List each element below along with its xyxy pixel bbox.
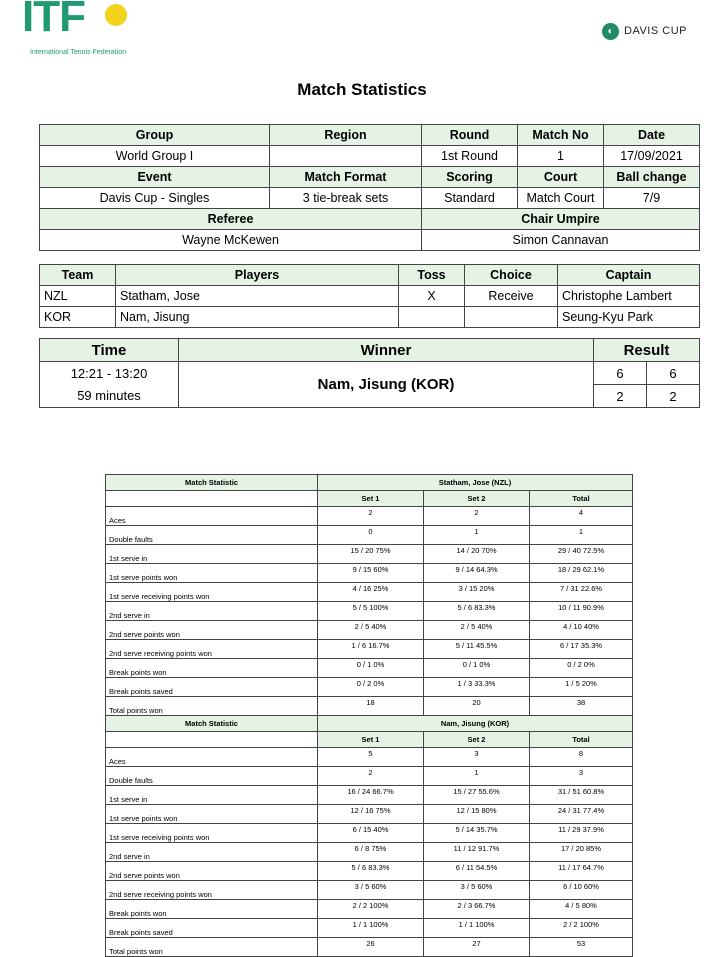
stats-player-name: Statham, Jose (NZL) <box>318 475 633 491</box>
stat-name-cell: Break points saved <box>106 919 318 938</box>
itf-logo-text: ITF <box>22 0 85 41</box>
player-row <box>40 286 700 307</box>
stats-blank-cell <box>106 491 318 507</box>
stat-value-cell: 5 / 11 45.5% <box>424 640 530 659</box>
match-time: 12:21 - 13:20 <box>40 362 179 385</box>
stats-row <box>106 697 633 716</box>
info-header-row-2 <box>40 167 700 188</box>
match-statistics-table <box>105 474 633 957</box>
stat-value-cell: 9 / 14 64.3% <box>424 564 530 583</box>
info-header-row-3 <box>40 209 700 230</box>
stat-value-cell: 10 / 11 90.9% <box>530 602 633 621</box>
match-info-table <box>39 124 700 251</box>
davis-cup-text: DAVIS CUP <box>624 25 687 37</box>
stat-value-cell: 4 / 10 40% <box>530 621 633 640</box>
stats-player-header-row <box>106 475 633 491</box>
stat-value-cell: 11 / 12 91.7% <box>424 843 530 862</box>
stat-name-cell: 1st serve receiving points won <box>106 824 318 843</box>
stat-value-cell: 6 / 8 75% <box>318 843 424 862</box>
info-value-row-2 <box>40 188 700 209</box>
players-header-cell: Toss <box>399 265 465 286</box>
stat-value-cell: 2 <box>318 507 424 526</box>
stat-value-cell: 9 / 15 60% <box>318 564 424 583</box>
stats-row <box>106 602 633 621</box>
stats-row <box>106 843 633 862</box>
stat-value-cell: 29 / 40 72.5% <box>530 545 633 564</box>
stat-name-cell: Aces <box>106 507 318 526</box>
stat-value-cell: 5 / 5 100% <box>318 602 424 621</box>
player-cell: Nam, Jisung <box>116 307 399 328</box>
stat-value-cell: 7 / 31 22.6% <box>530 583 633 602</box>
score-cell: 2 <box>647 385 700 408</box>
stat-name-cell: 2nd serve points won <box>106 862 318 881</box>
davis-cup-logo <box>602 22 687 40</box>
stat-value-cell: 0 / 2 0% <box>530 659 633 678</box>
stat-name-cell: 2nd serve in <box>106 843 318 862</box>
match-statistic-header: Match Statistic <box>106 475 318 491</box>
info-header-cell: Scoring <box>422 167 518 188</box>
stat-value-cell: 6 / 15 40% <box>318 824 424 843</box>
info-value-cell: Match Court <box>518 188 604 209</box>
stats-row <box>106 659 633 678</box>
chair-umpire-header: Chair Umpire <box>422 209 700 230</box>
stat-value-cell: 18 <box>318 697 424 716</box>
players-header-cell: Team <box>40 265 116 286</box>
stats-row <box>106 881 633 900</box>
stat-value-cell: 1 <box>424 526 530 545</box>
stat-value-cell: 4 <box>530 507 633 526</box>
player-row <box>40 307 700 328</box>
stats-row <box>106 748 633 767</box>
stat-name-cell: Aces <box>106 748 318 767</box>
stat-value-cell: 2 <box>424 507 530 526</box>
stat-value-cell: 1 / 1 100% <box>318 919 424 938</box>
players-header-row <box>40 265 700 286</box>
stat-name-cell: 1st serve in <box>106 786 318 805</box>
stat-value-cell: 1 <box>530 526 633 545</box>
stat-value-cell: 2 / 5 40% <box>424 621 530 640</box>
players-header-cell: Captain <box>558 265 700 286</box>
match-statistic-header: Match Statistic <box>106 716 318 732</box>
info-value-cell: 17/09/2021 <box>604 146 700 167</box>
info-value-cell: 1st Round <box>422 146 518 167</box>
stat-name-cell: 1st serve receiving points won <box>106 583 318 602</box>
stats-row <box>106 564 633 583</box>
stats-row <box>106 862 633 881</box>
stat-value-cell: 4 / 16 25% <box>318 583 424 602</box>
info-value-row-3 <box>40 230 700 251</box>
choice-cell: Receive <box>465 286 558 307</box>
info-header-cell: Event <box>40 167 270 188</box>
stat-value-cell: 3 <box>530 767 633 786</box>
stats-set-header-row <box>106 491 633 507</box>
stat-name-cell: Double faults <box>106 767 318 786</box>
stat-value-cell: 15 / 20 75% <box>318 545 424 564</box>
result-header-row <box>40 339 700 362</box>
stat-value-cell: 5 / 6 83.3% <box>424 602 530 621</box>
players-table <box>39 264 700 328</box>
stat-value-cell: 8 <box>530 748 633 767</box>
stat-value-cell: 14 / 20 70% <box>424 545 530 564</box>
info-header-cell: Round <box>422 125 518 146</box>
stat-name-cell: 2nd serve in <box>106 602 318 621</box>
stats-row <box>106 900 633 919</box>
info-value-cell: 1 <box>518 146 604 167</box>
team-cell: NZL <box>40 286 116 307</box>
stats-set-header: Set 1 <box>318 491 424 507</box>
stats-row <box>106 526 633 545</box>
stat-value-cell: 11 / 29 37.9% <box>530 824 633 843</box>
stat-value-cell: 0 / 1 0% <box>318 659 424 678</box>
stats-set-header: Total <box>530 732 633 748</box>
info-header-cell: Group <box>40 125 270 146</box>
stat-value-cell: 53 <box>530 938 633 957</box>
stat-value-cell: 6 / 10 60% <box>530 881 633 900</box>
stat-value-cell: 0 / 2 0% <box>318 678 424 697</box>
stat-name-cell: 1st serve points won <box>106 805 318 824</box>
stat-value-cell: 6 / 11 54.5% <box>424 862 530 881</box>
stat-name-cell: 1st serve points won <box>106 564 318 583</box>
stat-name-cell: Total points won <box>106 697 318 716</box>
stat-value-cell: 1 <box>424 767 530 786</box>
info-value-cell: Standard <box>422 188 518 209</box>
winner-name: Nam, Jisung (KOR) <box>179 362 594 408</box>
info-header-cell: Ball change <box>604 167 700 188</box>
stat-value-cell: 2 / 2 100% <box>530 919 633 938</box>
toss-cell: X <box>399 286 465 307</box>
stats-row <box>106 640 633 659</box>
captain-cell: Seung-Kyu Park <box>558 307 700 328</box>
score-cell: 6 <box>594 362 647 385</box>
stats-row <box>106 678 633 697</box>
stats-set-header-row <box>106 732 633 748</box>
stat-value-cell: 1 / 3 33.3% <box>424 678 530 697</box>
stat-value-cell: 17 / 20 85% <box>530 843 633 862</box>
stats-row <box>106 824 633 843</box>
statistics-body <box>106 475 633 957</box>
stat-value-cell: 5 / 14 35.7% <box>424 824 530 843</box>
davis-cup-icon: ◐ <box>602 23 619 40</box>
stat-value-cell: 12 / 15 80% <box>424 805 530 824</box>
stat-name-cell: 2nd serve receiving points won <box>106 881 318 900</box>
score-cell: 2 <box>594 385 647 408</box>
info-value-cell <box>270 146 422 167</box>
info-header-cell: Match No <box>518 125 604 146</box>
stat-name-cell: 2nd serve points won <box>106 621 318 640</box>
stats-row <box>106 938 633 957</box>
result-table <box>39 338 700 408</box>
choice-cell <box>465 307 558 328</box>
stat-name-cell: Break points won <box>106 659 318 678</box>
stat-value-cell: 1 / 5 20% <box>530 678 633 697</box>
stat-name-cell: 2nd serve receiving points won <box>106 640 318 659</box>
stats-row <box>106 583 633 602</box>
itf-logo-subtitle: International Tennis Federation <box>30 49 126 56</box>
info-value-cell: World Group I <box>40 146 270 167</box>
stat-value-cell: 5 <box>318 748 424 767</box>
stat-name-cell: Break points saved <box>106 678 318 697</box>
stat-value-cell: 0 / 1 0% <box>424 659 530 678</box>
stat-value-cell: 3 / 15 20% <box>424 583 530 602</box>
stats-set-header: Set 2 <box>424 491 530 507</box>
tennis-ball-icon <box>105 4 127 26</box>
stat-value-cell: 27 <box>424 938 530 957</box>
stat-value-cell: 11 / 17 64.7% <box>530 862 633 881</box>
player-cell: Statham, Jose <box>116 286 399 307</box>
stat-value-cell: 3 <box>424 748 530 767</box>
stat-value-cell: 2 / 5 40% <box>318 621 424 640</box>
info-header-cell: Match Format <box>270 167 422 188</box>
info-header-cell: Region <box>270 125 422 146</box>
info-header-cell: Date <box>604 125 700 146</box>
score-cell: 6 <box>647 362 700 385</box>
stat-value-cell: 16 / 24 66.7% <box>318 786 424 805</box>
result-header: Result <box>594 339 700 362</box>
stat-value-cell: 15 / 27 55.6% <box>424 786 530 805</box>
stat-value-cell: 3 / 5 60% <box>424 881 530 900</box>
info-value-cell: 3 tie-break sets <box>270 188 422 209</box>
stats-row <box>106 767 633 786</box>
stat-value-cell: 20 <box>424 697 530 716</box>
stat-value-cell: 2 / 3 66.7% <box>424 900 530 919</box>
stat-value-cell: 2 <box>318 767 424 786</box>
referee-value: Wayne McKewen <box>40 230 422 251</box>
stats-row <box>106 919 633 938</box>
stat-value-cell: 5 / 6 83.3% <box>318 862 424 881</box>
stat-value-cell: 3 / 5 60% <box>318 881 424 900</box>
toss-cell <box>399 307 465 328</box>
stats-player-header-row <box>106 716 633 732</box>
stats-set-header: Set 1 <box>318 732 424 748</box>
result-row-1 <box>40 362 700 385</box>
stat-value-cell: 26 <box>318 938 424 957</box>
stat-name-cell: Total points won <box>106 938 318 957</box>
stat-value-cell: 6 / 17 35.3% <box>530 640 633 659</box>
info-header-cell: Court <box>518 167 604 188</box>
info-value-cell: Davis Cup - Singles <box>40 188 270 209</box>
info-header-row-1 <box>40 125 700 146</box>
stat-value-cell: 0 <box>318 526 424 545</box>
info-value-row-1 <box>40 146 700 167</box>
stats-row <box>106 545 633 564</box>
match-duration: 59 minutes <box>40 385 179 408</box>
page-title: Match Statistics <box>297 80 427 99</box>
stat-value-cell: 2 / 2 100% <box>318 900 424 919</box>
stat-value-cell: 1 / 1 100% <box>424 919 530 938</box>
team-cell: KOR <box>40 307 116 328</box>
chair-umpire-value: Simon Cannavan <box>422 230 700 251</box>
stats-player-name: Nam, Jisung (KOR) <box>318 716 633 732</box>
stats-blank-cell <box>106 732 318 748</box>
captain-cell: Christophe Lambert <box>558 286 700 307</box>
stats-row <box>106 805 633 824</box>
stat-name-cell: Break points won <box>106 900 318 919</box>
stat-value-cell: 24 / 31 77.4% <box>530 805 633 824</box>
stat-value-cell: 12 / 16 75% <box>318 805 424 824</box>
itf-logo <box>22 0 142 60</box>
stats-set-header: Total <box>530 491 633 507</box>
stat-value-cell: 1 / 6 16.7% <box>318 640 424 659</box>
stats-set-header: Set 2 <box>424 732 530 748</box>
time-header: Time <box>40 339 179 362</box>
winner-header: Winner <box>179 339 594 362</box>
referee-header: Referee <box>40 209 422 230</box>
stats-row <box>106 621 633 640</box>
info-value-cell: 7/9 <box>604 188 700 209</box>
players-header-cell: Players <box>116 265 399 286</box>
players-header-cell: Choice <box>465 265 558 286</box>
stat-value-cell: 31 / 51 60.8% <box>530 786 633 805</box>
stat-value-cell: 4 / 5 80% <box>530 900 633 919</box>
stat-name-cell: 1st serve in <box>106 545 318 564</box>
stats-row <box>106 786 633 805</box>
stat-value-cell: 18 / 29 62.1% <box>530 564 633 583</box>
stats-row <box>106 507 633 526</box>
stat-value-cell: 38 <box>530 697 633 716</box>
stat-name-cell: Double faults <box>106 526 318 545</box>
